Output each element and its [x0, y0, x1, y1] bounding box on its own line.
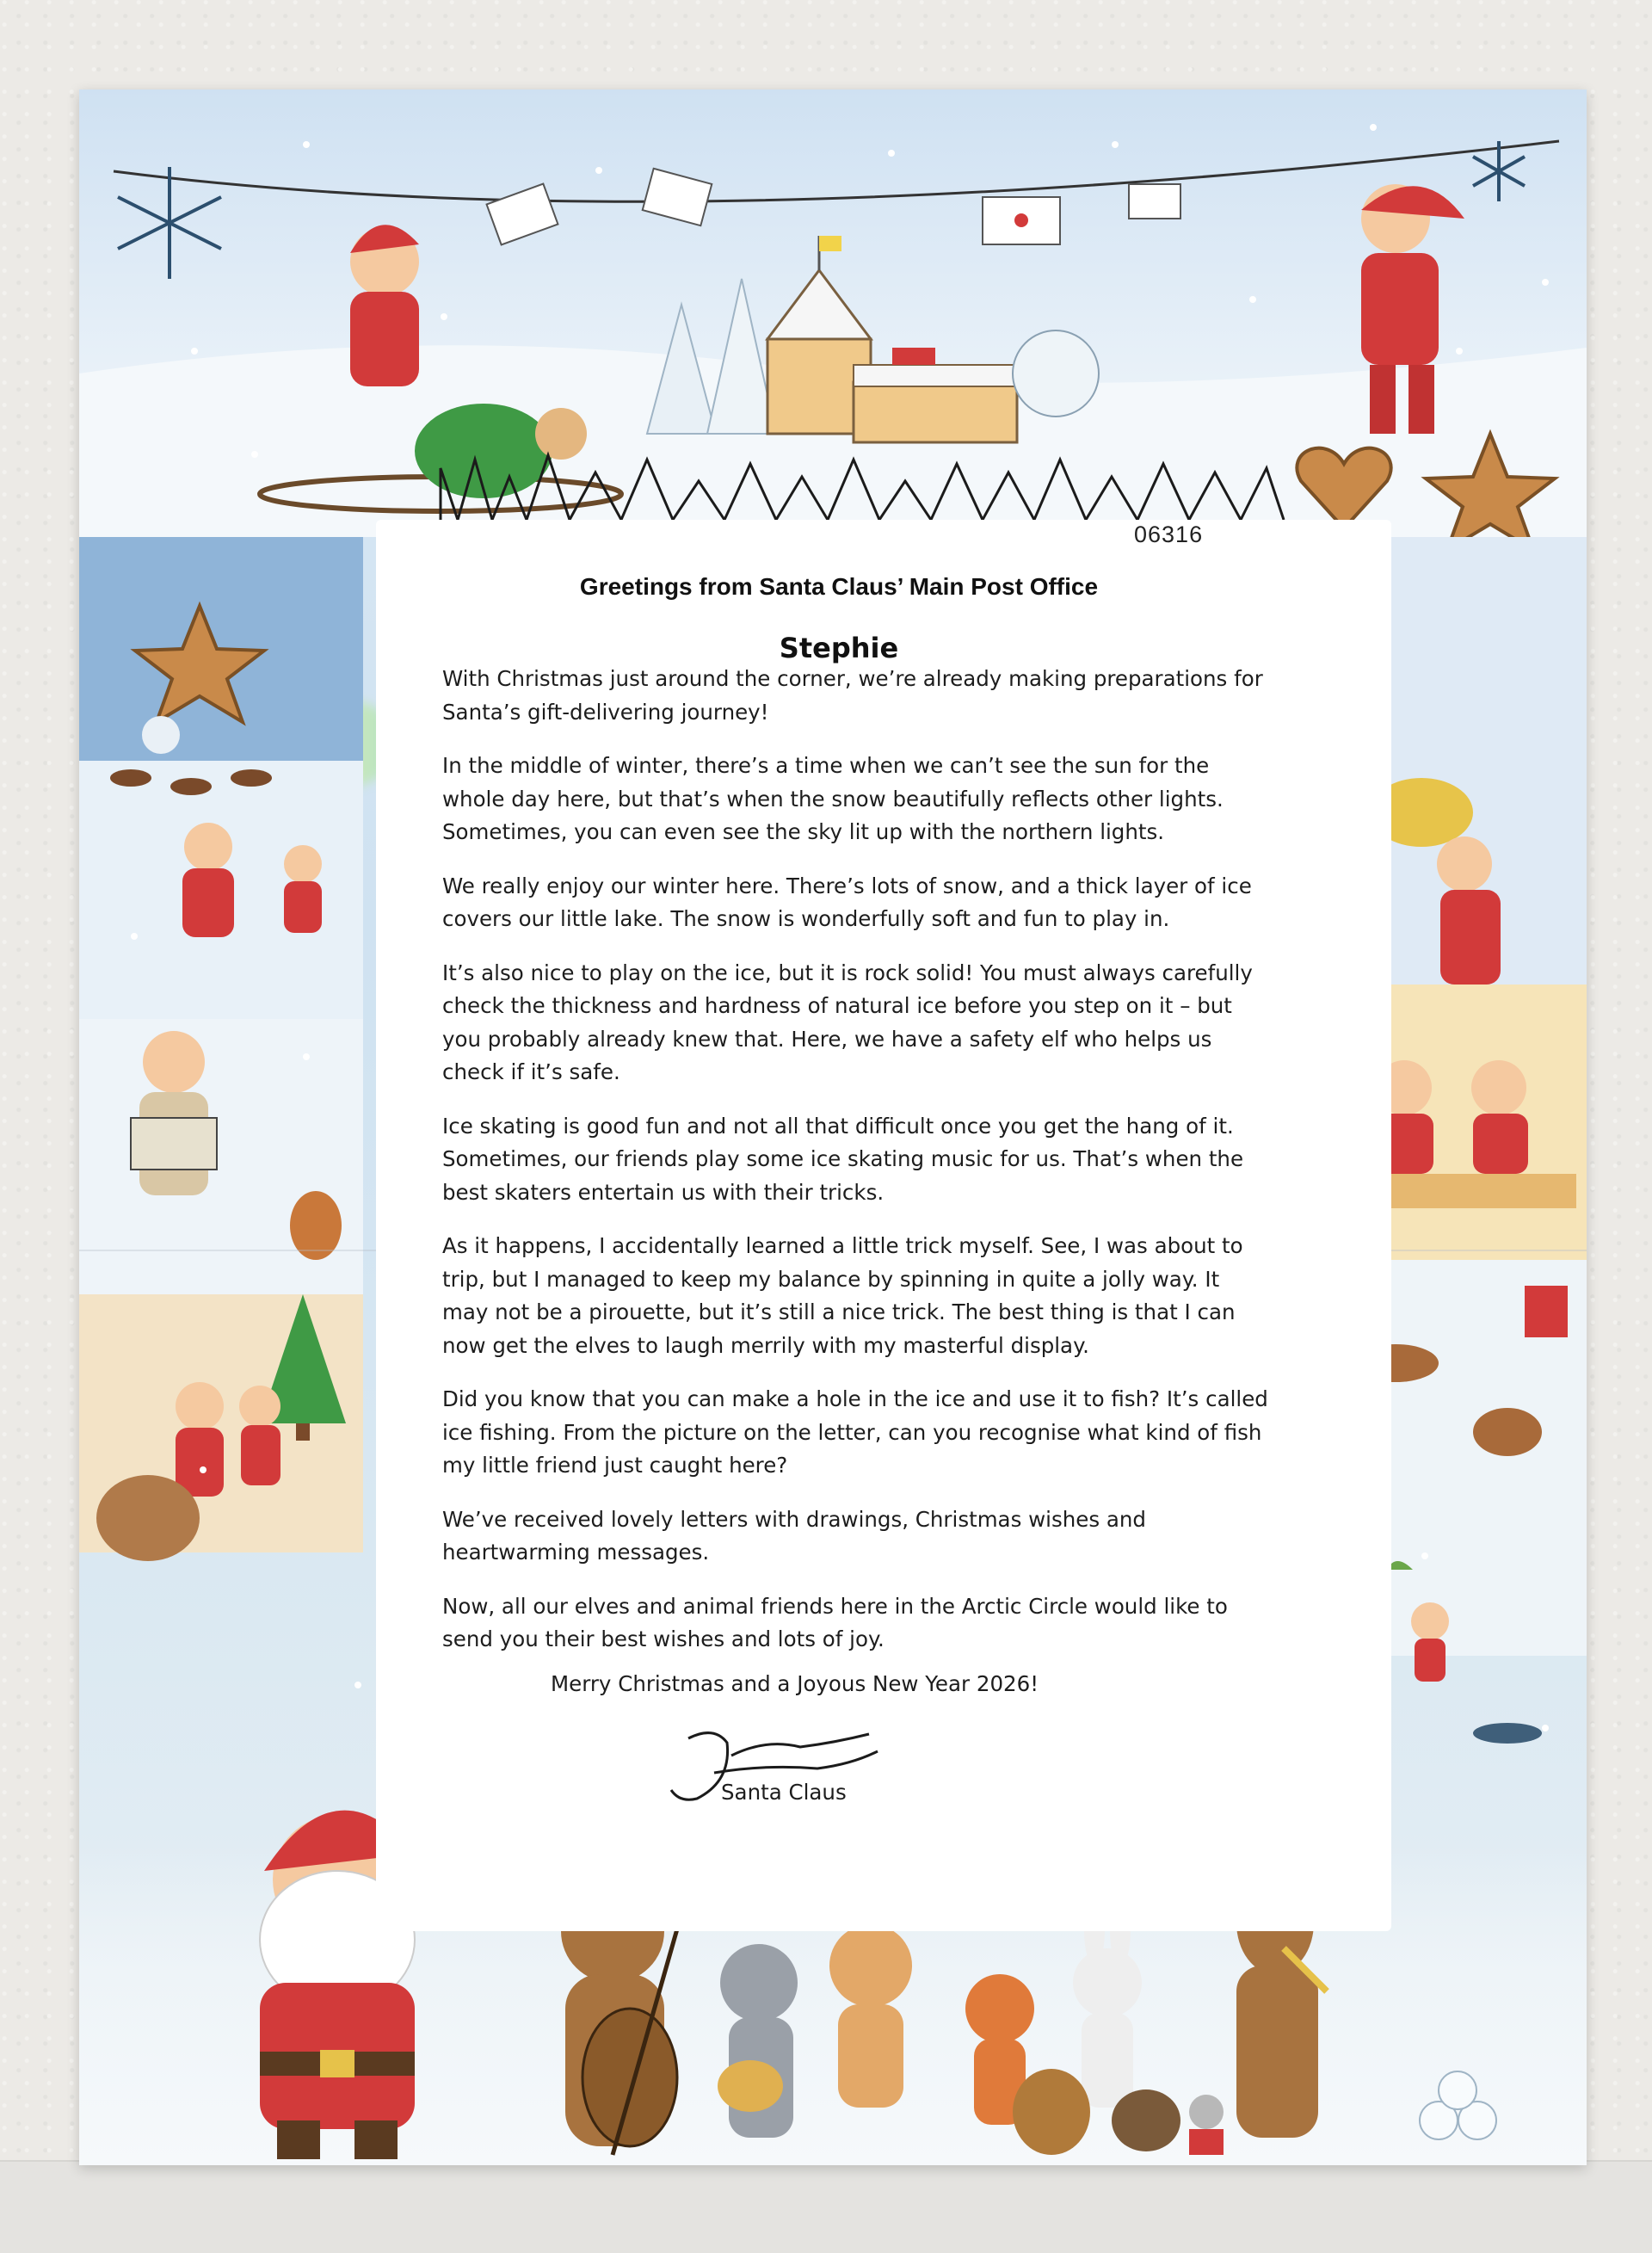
- letter-paragraph: Ice skating is good fun and not all that difficult once you get the hang of it. Sometimes, our friends play some ice skating music for us. That’s when the best skaters entertain us with their tricks.: [442, 1113, 1244, 1205]
- letter-paragraph: In the middle of winter, there’s a time when we can’t see the sun for the whole day here, but that’s when the snow beautifully reflects other lights. Sometimes, you can even see the sky lit up with the northern lights.: [442, 753, 1224, 844]
- snowflake-dot: [303, 141, 310, 148]
- snowflake-dot: [251, 451, 258, 458]
- signature-name: Santa Claus: [721, 1780, 847, 1805]
- snowflake-dot: [441, 313, 447, 320]
- letter-paragraph: It’s also nice to play on the ice, but it is rock solid! You must always carefully check the thickness and hardness of natural ice before you step on it – but you probably already knew that. Here, we have a safety elf who helps us check if it’s safe.: [442, 960, 1253, 1084]
- letter-paragraph: We’ve received lovely letters with drawings, Christmas wishes and heartwarming messages.: [442, 1506, 1146, 1565]
- snowflake-dot: [1542, 1725, 1549, 1731]
- owl: [1013, 2069, 1090, 2155]
- top-scene-illustration: [79, 90, 1587, 537]
- snowflake-dot: [888, 150, 895, 157]
- snowflake-dot: [595, 167, 602, 174]
- snowflake-dot: [1421, 1552, 1428, 1559]
- letter-paragraph: We really enjoy our winter here. There’s lots of snow, and a thick layer of ice covers our little lake. The snow is wonderfully soft and fun to play in.: [442, 873, 1252, 931]
- snowflake-dot: [1370, 124, 1377, 131]
- snowflake-dot: [131, 933, 138, 940]
- letter-paragraph: As it happens, I accidentally learned a little trick myself. See, I was about to trip, but I managed to keep my balance by spinning in quite a jolly way. It may not be a pirouette, but it’s still a nice trick. The best thing is that I can now get the elves to laugh merrily with my masterful display.: [442, 1233, 1243, 1358]
- left-border-illustration: [79, 537, 363, 1845]
- mouse-drum: [1189, 2095, 1224, 2155]
- snowflake-dot: [303, 1053, 310, 1060]
- raccoon-guitar: [718, 1944, 798, 2138]
- cat-harmonica: [829, 1924, 912, 2108]
- table-surface: [0, 2160, 1652, 2253]
- mail-sack: [96, 1475, 200, 1561]
- recipient-name: Stephie: [779, 632, 899, 664]
- closing-line: Merry Christmas and a Joyous New Year 2026!: [551, 1671, 1039, 1696]
- snowflake-dot: [1112, 141, 1119, 148]
- serial-number: 06316: [1134, 522, 1204, 547]
- snowflake-dot: [1542, 279, 1549, 286]
- snowflake-dot: [1249, 296, 1256, 303]
- snowball-pile: [1420, 2071, 1496, 2139]
- snowflake-dot: [354, 1682, 361, 1688]
- birdhouse: [1525, 1286, 1568, 1337]
- hedgehog: [1112, 2089, 1180, 2151]
- letter-paragraph: Now, all our elves and animal friends here in the Arctic Circle would like to send you their best wishes and lots of joy.: [442, 1593, 1228, 1651]
- letter-body: [442, 663, 1268, 1677]
- letter-paragraph: With Christmas just around the corner, we’re already making preparations for Santa’s gift-delivering journey!: [442, 666, 1263, 725]
- envelope-icon: [487, 169, 1180, 245]
- snowflake-dot: [191, 348, 198, 355]
- letter-paragraph: Did you know that you can make a hole in the ice and use it to fish? It’s called ice fishing. From the picture on the letter, can you recognise what kind of fish my little friend just caught here?: [442, 1386, 1268, 1478]
- snowflake-dot: [1456, 348, 1463, 355]
- snowflake-dot: [200, 1466, 206, 1473]
- post-office-building: [767, 236, 1017, 442]
- letter-heading: Greetings from Santa Claus’ Main Post Office: [579, 573, 1099, 600]
- snowflake-icon: [118, 141, 1525, 279]
- snowflake-dot: [1353, 1122, 1359, 1129]
- accordion-elf: [131, 1031, 217, 1195]
